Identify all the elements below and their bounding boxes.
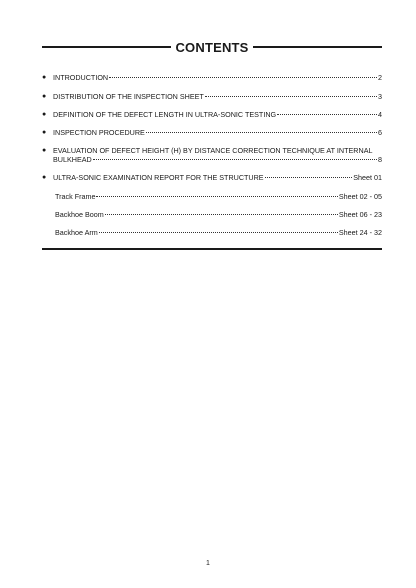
toc-entry-introduction[interactable]: [42, 73, 382, 82]
toc-entry-distribution[interactable]: [42, 92, 382, 101]
dot-leader: [99, 232, 338, 233]
dot-leader: [93, 159, 377, 160]
toc-entry-label: INTRODUCTION: [53, 73, 109, 82]
dot-leader: [146, 132, 377, 133]
dot-leader: [265, 177, 353, 178]
toc-entry-page: 8: [378, 155, 382, 164]
bullet-icon: ●: [42, 111, 47, 118]
toc-entry-label: INSPECTION PROCEDURE: [53, 128, 145, 137]
toc-entry-page: 4: [378, 110, 382, 119]
toc-subentry-page: Sheet 02 - 05: [338, 192, 382, 201]
heading-rule-left: [42, 46, 171, 48]
dot-leader: [96, 196, 337, 197]
bullet-icon: ●: [42, 129, 47, 136]
page-number: 1: [206, 560, 210, 567]
bullet-icon: ●: [42, 147, 47, 154]
toc-entry-page: 6: [378, 128, 382, 137]
toc-entry-page: 3: [378, 92, 382, 101]
dot-leader: [205, 96, 377, 97]
toc-subentry-backhoe-arm[interactable]: [42, 228, 382, 237]
toc-subentry-label: Backhoe Arm: [55, 228, 98, 237]
toc-entry-page: Sheet 01: [353, 173, 382, 182]
toc-entry-label: DISTRIBUTION OF THE INSPECTION SHEET: [53, 92, 204, 101]
page-title: CONTENTS: [175, 39, 249, 55]
contents-heading-row: [42, 38, 382, 56]
toc-entry-procedure[interactable]: [42, 128, 382, 137]
bullet-icon: ●: [42, 174, 47, 181]
toc-subentry-page: Sheet 06 - 23: [338, 210, 382, 219]
bullet-icon: ●: [42, 74, 47, 81]
toc-subentry-page: Sheet 24 - 32: [338, 228, 382, 237]
toc-entry-label-line1: EVALUATION OF DEFECT HEIGHT (H) BY DISTANCE CORRECTION TECHNIQUE AT INTERNAL: [53, 146, 373, 155]
toc-subentry-backhoe-boom[interactable]: [42, 210, 382, 219]
toc-entry-label-line2: BULKHEAD: [53, 155, 92, 164]
toc-entry-page: 2: [378, 73, 382, 82]
dot-leader: [109, 77, 377, 78]
toc-subentry-track-frame[interactable]: [42, 192, 382, 201]
bottom-divider: [42, 248, 382, 250]
dot-leader: [105, 214, 338, 215]
toc-subentry-label: Backhoe Boom: [55, 210, 104, 219]
toc-entry-definition[interactable]: [42, 110, 382, 119]
toc-entry-evaluation[interactable]: [42, 146, 382, 164]
toc-entry-label: ULTRA-SONIC EXAMINATION REPORT FOR THE STRUCTURE: [53, 173, 264, 182]
bullet-icon: ●: [42, 93, 47, 100]
heading-rule-right: [253, 46, 382, 48]
toc-subentry-label: Track Frame: [55, 192, 96, 201]
toc-entry-label: DEFINITION OF THE DEFECT LENGTH IN ULTRA-SONIC TESTING: [53, 110, 277, 119]
toc-entry-report[interactable]: [42, 173, 382, 182]
dot-leader: [277, 114, 377, 115]
